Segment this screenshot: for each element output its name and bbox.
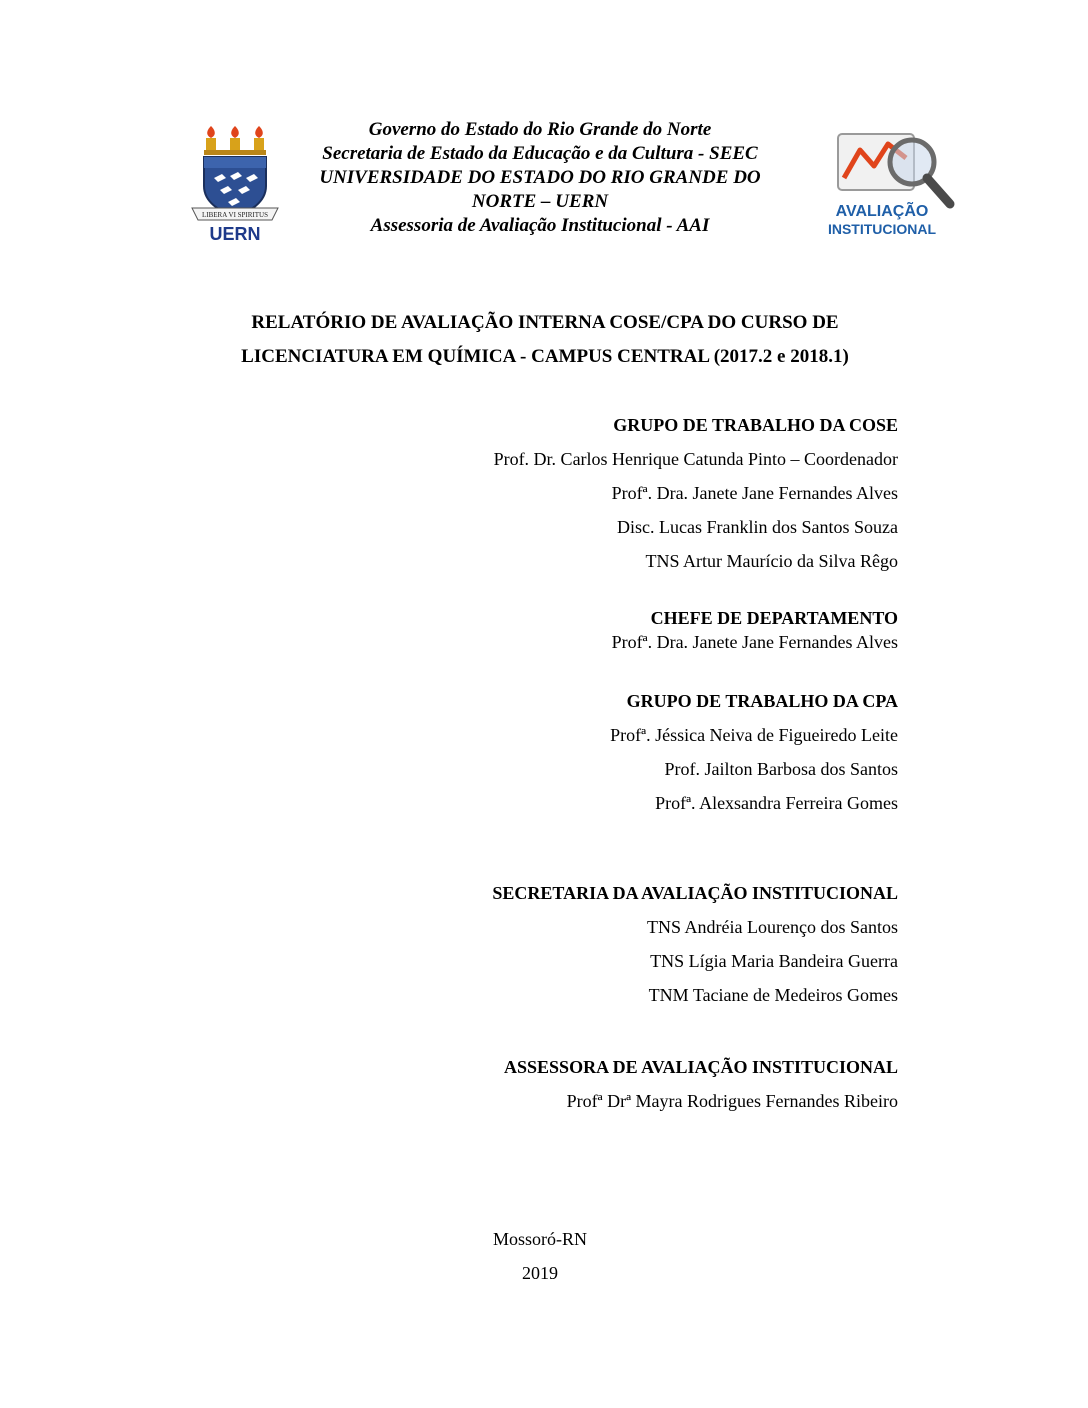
member: TNM Taciane de Medeiros Gomes bbox=[648, 985, 898, 1005]
logo-line-1: AVALIAÇÃO bbox=[835, 203, 929, 220]
report-title-line-2: LICENCIATURA EM QUÍMICA - CAMPUS CENTRAL (2017.2 e 2018.1) bbox=[241, 346, 849, 367]
section-assessora bbox=[504, 1050, 898, 1118]
member: TNS Andréia Lourenço dos Santos bbox=[647, 917, 898, 937]
document-footer bbox=[440, 1222, 640, 1290]
logo-line-2: INSTITUCIONAL bbox=[827, 221, 937, 237]
header-line-3: UNIVERSIDADE DO ESTADO DO RIO GRANDE DO bbox=[319, 167, 761, 188]
section-heading: SECRETARIA DA AVALIAÇÃO INSTITUCIONAL bbox=[492, 883, 898, 903]
section-heading: ASSESSORA DE AVALIAÇÃO INSTITUCIONAL bbox=[504, 1057, 898, 1077]
member: Profª. Dra. Janete Jane Fernandes Alves bbox=[611, 483, 898, 503]
uern-motto: LIBERA VI SPIRITUS bbox=[202, 211, 268, 219]
report-title-line-1: RELATÓRIO DE AVALIAÇÃO INTERNA COSE/CPA DO CURSO DE bbox=[251, 312, 839, 333]
header-line-2: Secretaria de Estado da Educação e da Cultura - SEEC bbox=[322, 143, 758, 164]
section-heading: CHEFE DE DEPARTAMENTO bbox=[650, 608, 898, 628]
header-line-1: Governo do Estado do Rio Grande do Norte bbox=[368, 119, 712, 140]
section-secretaria bbox=[492, 876, 898, 1012]
member: Disc. Lucas Franklin dos Santos Souza bbox=[617, 517, 898, 537]
header-line-4: NORTE – UERN bbox=[471, 191, 609, 212]
member: TNS Artur Maurício da Silva Rêgo bbox=[645, 551, 898, 571]
footer-city: Mossoró-RN bbox=[492, 1229, 587, 1249]
uern-wordmark: UERN bbox=[209, 224, 261, 244]
section-heading: GRUPO DE TRABALHO DA CPA bbox=[626, 691, 898, 711]
section-cpa bbox=[610, 684, 898, 820]
chart-magnifier-icon bbox=[826, 128, 964, 240]
section-cose bbox=[494, 408, 898, 578]
member: Prof. Jailton Barbosa dos Santos bbox=[664, 759, 898, 779]
report-title bbox=[150, 306, 940, 374]
member: Profª. Alexsandra Ferreira Gomes bbox=[655, 793, 898, 813]
member: Profª Drª Mayra Rodrigues Fernandes Ribeiro bbox=[566, 1091, 898, 1111]
member: Profª. Jéssica Neiva de Figueiredo Leite bbox=[610, 725, 898, 745]
member: Profª. Dra. Janete Jane Fernandes Alves bbox=[611, 632, 898, 652]
section-heading: GRUPO DE TRABALHO DA COSE bbox=[613, 415, 898, 435]
institution-header bbox=[300, 118, 780, 238]
header-line-5: Assessoria de Avaliação Institucional - AAI bbox=[370, 215, 710, 236]
member: TNS Lígia Maria Bandeira Guerra bbox=[650, 951, 898, 971]
avaliacao-institucional-logo bbox=[826, 128, 964, 240]
footer-year: 2019 bbox=[522, 1263, 558, 1283]
uern-coat-of-arms-icon bbox=[190, 124, 280, 244]
member: Prof. Dr. Carlos Henrique Catunda Pinto – Coordenador bbox=[493, 449, 898, 469]
section-chefe bbox=[612, 606, 898, 654]
uern-logo bbox=[190, 124, 280, 244]
